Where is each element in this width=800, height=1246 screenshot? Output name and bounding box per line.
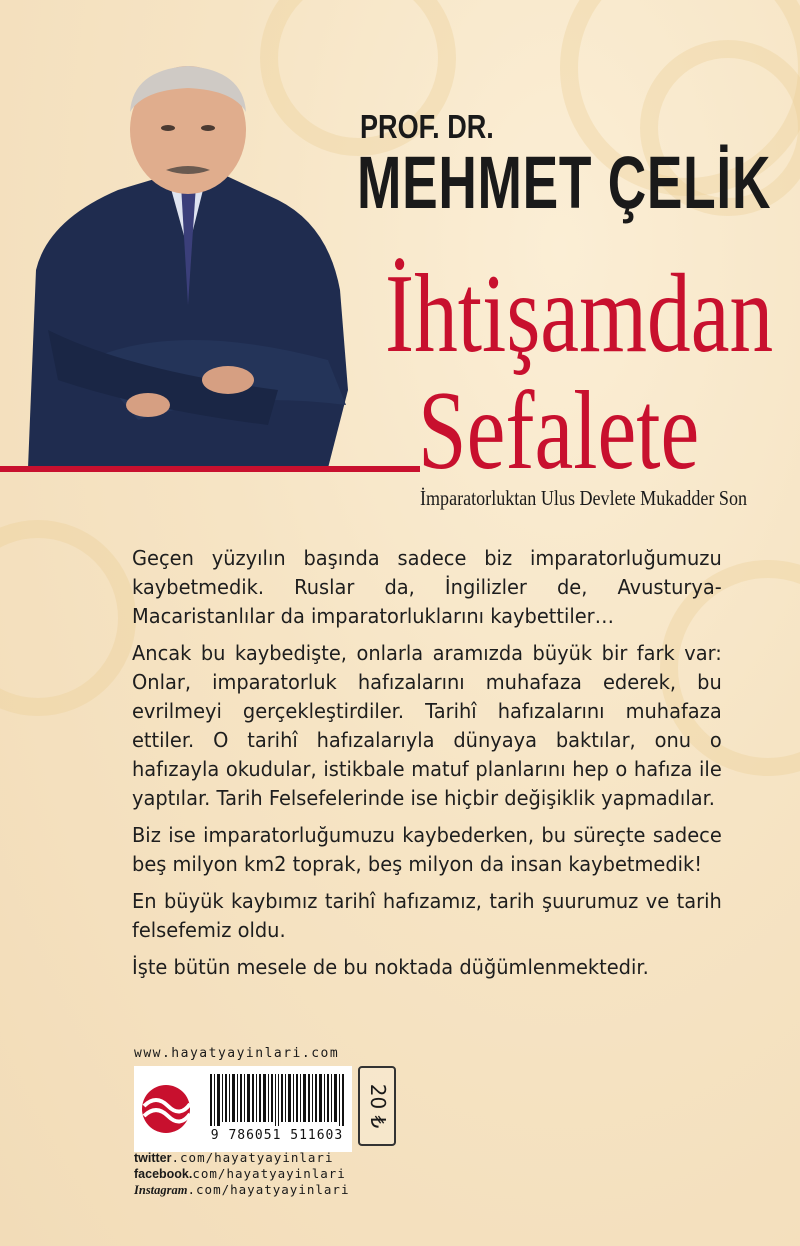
book-subtitle: İmparatorluktan Ulus Devlete Mukadder Son: [420, 486, 748, 510]
social-facebook: [134, 1166, 346, 1181]
facebook-handle: com/hayatyayinlari: [192, 1166, 346, 1181]
blurb-paragraph: İşte bütün mesele de bu noktada düğümlenmektedir.: [132, 955, 649, 979]
isbn-number: 9 786051 511603: [210, 1128, 344, 1143]
author-name: MEHMET ÇELİK: [357, 141, 772, 224]
publisher-logo: [134, 1066, 202, 1152]
blurb-paragraph: Biz ise imparatorluğumuzu kaybederken, bu süreçte sadece beş milyon km2 toprak, beş milyon da insan kaybetmedik!: [132, 823, 722, 876]
twitter-logo-icon: twitter: [134, 1151, 172, 1165]
barcode: [202, 1066, 352, 1152]
social-twitter: [134, 1150, 334, 1165]
book-title-line2: Sefalete: [418, 369, 700, 493]
blurb-paragraph: En büyük kaybımız tarihî hafızamız, tarih şuurumuz ve tarih felsefemiz oldu.: [132, 889, 722, 942]
author-photo: [28, 60, 358, 468]
social-instagram: [134, 1182, 350, 1198]
back-cover-blurb: [132, 544, 722, 990]
blurb-paragraph: Ancak bu kaybedişte, onlarla aramızda büyük bir fark var: Onlar, imparatorluk hafızalarını muhafaza ederek, bu evrilmeyi gerçekleştirdiler. Tarihî hafızalarını muhafaza ettiler. O tarihî hafızalarıyla dünyaya baktılar, onu o hafızayla okudular, istikbale matuf planlarını hep o hafıza ile yaptılar. Tarih Felsefelerinde ise hiçbir değişiklik yapmadılar.: [132, 641, 722, 810]
instagram-handle: .com/hayatyayinlari: [187, 1182, 350, 1197]
publisher-logo-icon: [134, 1066, 202, 1152]
facebook-logo-icon: facebook.: [134, 1167, 193, 1181]
barcode-bars: [210, 1074, 344, 1126]
price-tag: [358, 1066, 396, 1146]
author-prefix: PROF. DR.: [360, 108, 494, 145]
publisher-website: www.hayatyayinlari.com: [134, 1046, 340, 1061]
twitter-handle: .com/hayatyayinlari: [171, 1150, 334, 1165]
blurb-paragraph: Geçen yüzyılın başında sadece biz imparatorluğumuzu kaybetmedik. Ruslar da, İngilizler de, Avusturya-Macaristanlılar da imparatorluklarını kaybettiler…: [132, 546, 722, 628]
red-divider-line: [0, 466, 420, 472]
price-label: 20 ₺: [366, 1083, 390, 1129]
instagram-logo-icon: Instagram: [134, 1183, 188, 1197]
book-title-line1: İhtişamdan: [385, 252, 774, 376]
ornament-swirl: [0, 520, 136, 716]
